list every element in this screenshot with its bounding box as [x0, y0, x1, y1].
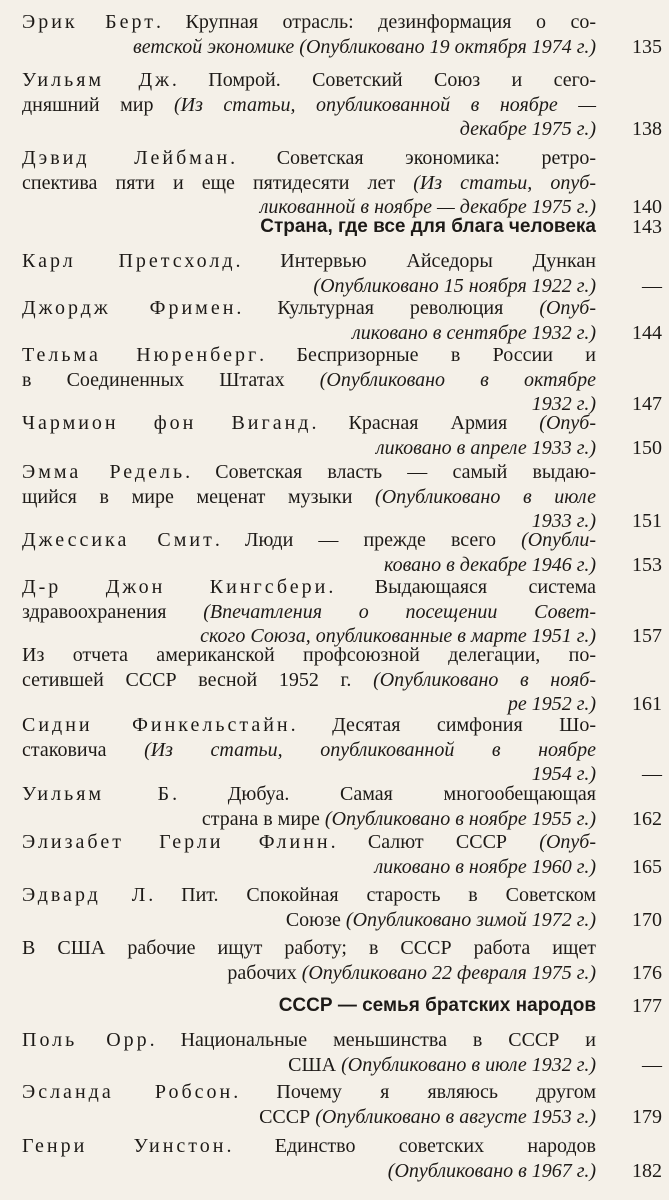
entry-line: Эрик Берт. Крупная отрасль: дезинформация о со-	[22, 11, 596, 33]
page-number: 144	[632, 321, 662, 344]
entry-line: сетившей СССР весной 1952 г. (Опубликовано в нояб-	[22, 668, 596, 691]
entry-line: Эмма Редель. Советская власть — самый выдаю-	[22, 461, 597, 483]
entry-line: ковано в декабре 1946 г.)	[384, 553, 596, 576]
page-number: —	[642, 763, 662, 785]
toc-entry	[22, 575, 662, 649]
entry-line: (Опубликовано в 1967 г.)	[387, 1159, 596, 1182]
toc-entry	[22, 296, 662, 345]
entry-line: Из отчета американской профсоюзной делегации, по-	[22, 644, 596, 666]
toc-entry	[22, 883, 662, 932]
page-number: 157	[632, 625, 662, 647]
toc-entry	[22, 830, 662, 879]
toc-entry	[22, 1080, 662, 1129]
entry-line: ветской экономике (Опубликовано 19 октября 1974 г.)	[133, 35, 596, 58]
toc-entry	[22, 643, 662, 717]
entry-line: Карл Претсхолд. Интервью Айседоры Дункан	[22, 250, 596, 272]
entry-line: (Опубликовано 15 ноября 1922 г.)	[313, 274, 596, 297]
section-heading	[22, 993, 662, 1019]
toc-entry	[22, 146, 662, 220]
entry-line: США (Опубликовано в июле 1932 г.)	[288, 1053, 596, 1076]
entry-line: В США рабочие ищут работу; в СССР работа ищет	[22, 937, 596, 959]
toc-entry	[22, 1134, 662, 1183]
entry-line: 1933 г.)	[531, 510, 596, 532]
entry-line: в Соединенных Штатах (Опубликовано в октябре	[22, 368, 596, 391]
toc-entry	[22, 249, 662, 298]
page-number: 143	[632, 216, 662, 238]
toc-entry	[22, 1028, 662, 1077]
page-number: 151	[632, 510, 662, 532]
section-title: Страна, где все для блага человека	[260, 216, 596, 237]
entry-line: СССР (Опубликовано в августе 1953 г.)	[259, 1105, 596, 1128]
page-number: 176	[632, 961, 662, 984]
page-number: 182	[632, 1159, 662, 1182]
page-number: 147	[632, 393, 662, 415]
entry-line: Элизабет Герли Флинн. Салют СССР (Опуб-	[22, 831, 596, 853]
entry-line: ского Союза, опубликованные в марте 1951 г.)	[200, 625, 596, 647]
toc-entry	[22, 528, 662, 577]
entry-line: ликовано в ноябре 1960 г.)	[374, 855, 596, 878]
page-number: 135	[632, 35, 662, 58]
entry-line: Джордж Фримен. Культурная революция (Опуб-	[22, 297, 597, 319]
entry-line: Тельма Нюренберг. Беспризорные в России и	[22, 344, 596, 366]
entry-line: рабочих (Опубликовано 22 февраля 1975 г.)	[227, 961, 596, 984]
entry-line: Чармион фон Виганд. Красная Армия (Опуб-	[22, 412, 596, 434]
page-number: 140	[632, 196, 662, 218]
page-number: —	[642, 1053, 662, 1076]
toc-entry	[22, 343, 662, 417]
page-number: 165	[632, 855, 662, 878]
entry-line: Эдвард Л. Пит. Спокойная старость в Советском	[22, 884, 596, 906]
entry-line: Генри Уинстон. Единство советских народов	[22, 1135, 596, 1157]
entry-line: декабре 1975 г.)	[459, 118, 596, 140]
toc-entry	[22, 68, 662, 142]
entry-line: Д-р Джон Кингсбери. Выдающаяся система	[22, 576, 597, 598]
entry-line: здравоохранения (Впечатления о посещении Совет-	[22, 600, 596, 623]
entry-line: спектива пяти и еще пятидесяти лет (Из статьи, опуб-	[22, 171, 596, 194]
toc-entry	[22, 460, 662, 534]
entry-line: 1954 г.)	[531, 763, 596, 785]
entry-line: ликованной в ноябре — декабре 1975 г.)	[259, 196, 596, 218]
toc-entry	[22, 782, 662, 831]
entry-line: Уильям Дж. Помрой. Советский Союз и сего-	[22, 69, 596, 91]
toc-entry	[22, 411, 662, 460]
entry-line: Уильям Б. Дюбуа. Самая многообещающая	[22, 783, 596, 805]
entry-line: страна в мире (Опубликовано в ноябре 1955 г.)	[201, 807, 596, 830]
entry-line: Джессика Смит. Люди — прежде всего (Опубли-	[22, 529, 596, 551]
entry-line: Эсланда Робсон. Почему я являюсь другом	[22, 1081, 597, 1103]
page-number: 177	[632, 995, 662, 1017]
page-number: —	[642, 274, 662, 297]
entry-line: Союзе (Опубликовано зимой 1972 г.)	[285, 908, 596, 931]
page-number: 161	[632, 693, 662, 715]
page-number: 150	[632, 436, 662, 459]
entry-line: Поль Орр. Национальные меньшинства в СССР и	[22, 1029, 596, 1051]
entry-line: дняшний мир (Из статьи, опубликованной в ноябре —	[22, 93, 597, 116]
page-number: 153	[632, 553, 662, 576]
entry-line: ре 1952 г.)	[507, 693, 596, 715]
entry-line: щийся в мире меценат музыки (Опубликовано в июле	[22, 485, 596, 508]
entry-line: Дэвид Лейбман. Советская экономика: ретро-	[22, 147, 596, 169]
section-heading	[22, 214, 662, 240]
page-number: 162	[632, 807, 662, 830]
entry-line: ликовано в сентябре 1932 г.)	[352, 321, 596, 344]
section-title: СССР — семья братских народов	[278, 995, 596, 1016]
page-number: 170	[632, 908, 662, 931]
entry-line: 1932 г.)	[531, 393, 596, 415]
page-number: 138	[632, 118, 662, 140]
toc-entry	[22, 936, 662, 985]
entry-line: Сидни Финкельстайн. Десятая симфония Шо-	[22, 714, 596, 736]
entry-line: ликовано в апреле 1933 г.)	[375, 436, 596, 459]
toc-entry	[22, 713, 662, 787]
entry-line: стаковича (Из статьи, опубликованной в ноябре	[22, 738, 596, 761]
toc-entry	[22, 10, 662, 59]
page-number: 179	[632, 1105, 662, 1128]
